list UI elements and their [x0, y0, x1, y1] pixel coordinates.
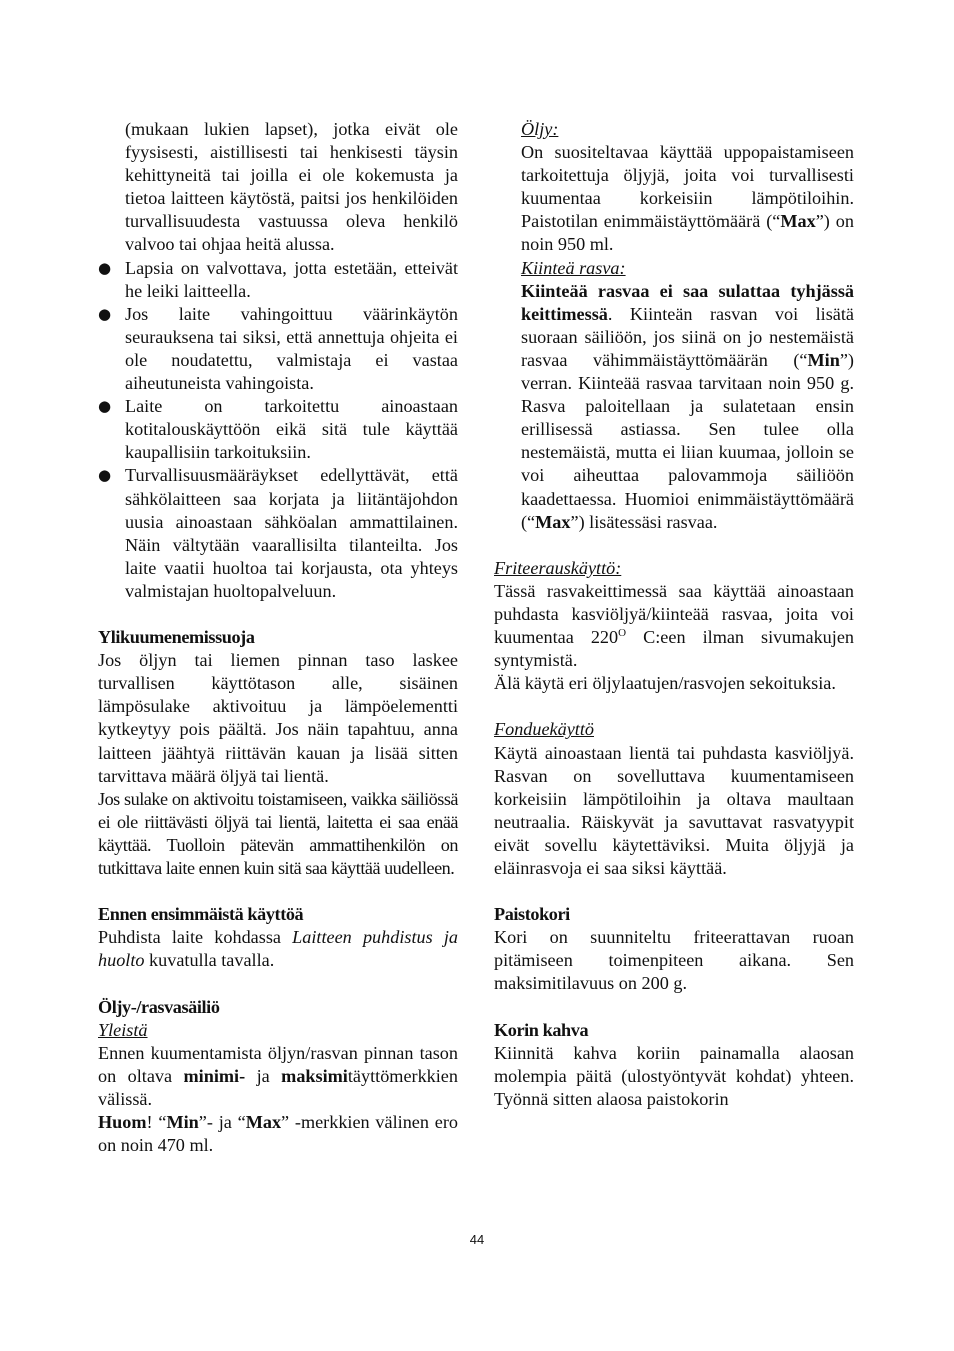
- first-use-paragraph: Puhdista laite kohdassa Laitteen puhdistus ja huolto kuvatulla tavalla.: [98, 927, 459, 971]
- handle-paragraph: Kiinnitä kahva koriin painamalla alaosan molempia päitä (ulostyöntyvät kohdat) yhteen. Työnnä sitten alaosa paistokorin: [494, 1042, 854, 1109]
- subheading-oil: Öljy:: [521, 119, 559, 139]
- bullet-item: ● Laite on tarkoitettu ainoastaan kotitalouskäyttöön eikä sitä tule käyttää kaupallisiin tarkoituksiin.: [98, 395, 458, 464]
- oil-fat-block: [494, 118, 854, 534]
- page-number: 44: [469, 1232, 485, 1247]
- frying-paragraph: Älä käytä eri öljylaatujen/rasvojen sekoituksia.: [494, 673, 836, 694]
- overheat-paragraph: Jos öljyn tai liemen pinnan taso laskee turvallisen käyttötason alle, sisäinen lämpösulake aktivoituu ja lämpöelementti kytkeytyy pois päältä. Jos näin tapahtuu, anna laitteen jäähtyä riittävän kauan ja lisää sitten tarvittava määrä öljyä tai lientä.: [98, 650, 458, 786]
- section-heading-overheat: Ylikuumenemissuoja: [98, 627, 255, 648]
- section-heading-first-use: Ennen ensimmäistä käyttöä: [98, 904, 304, 925]
- tank-note: Huom! “Min”- ja “Max” -merkkien välinen ero on noin 470 ml.: [98, 1112, 458, 1156]
- solid-fat-paragraph: Kiinteää rasvaa ei saa sulattaa tyhjässä keittimessä. Kiinteän rasvan voi lisätä suoraan säiliöön, jos siinä on jo nestemäistä rasvaa vähimmäistäyttömäärän (“Min”) verran. Kiinteää rasvaa tarvitaan noin 950 g. Rasva paloitellaan ja sulatetaan ensin erillisessä astiassa. Sen tulee olla nestemäistä, mutta ei liian kuumaa, jolloin se voi aiheuttaa palovammoja säiliöön kaadettaessa. Huomioi enimmäistäyttömäärä (“Max”) lisätessäsi rasvaa.: [521, 280, 854, 532]
- section-heading-tank: Öljy-/rasvasäiliö: [98, 996, 220, 1017]
- basket-paragraph: Kori on suunniteltu friteerattavan ruoan pitämiseen toimenpiteen aikana. Sen maksimitilavuus on 200 g.: [494, 927, 854, 994]
- oil-paragraph: On suositeltavaa käyttää uppopaistamiseen tarkoitettuja öljyjä, joita voi turvallisesti kuumentaa korkeisiin lämpötiloihin. Paistotilan enimmäistäyttömäärä (“Max”) on noin 950 ml.: [521, 142, 854, 255]
- section-heading-basket: Paistokori: [494, 904, 570, 925]
- left-column: [98, 118, 458, 1157]
- fondue-paragraph: Käytä ainoastaan lientä tai puhdasta kasviöljyä. Rasvan on sovelluttava kuumentamiseen korkeisiin lämpötiloihin ja oltava maultaan neutraalia. Räiskyvät ja savuttavat rasvatyypit eivät sovellu käytettäviksi. Muita öljyjä ja eläinrasvoja ei saa siksi käyttää.: [494, 742, 854, 878]
- spacer: [494, 534, 854, 557]
- bullet-item: ● Jos laite vahingoittuu väärinkäytön seurauksena tai siksi, että annettuja ohjeita ei ole noudatettu, valmistaja ei vastaa aiheutuneista vahingoista.: [98, 303, 458, 395]
- right-column: [494, 118, 854, 1111]
- subheading-frying: Friteerauskäyttö:: [494, 557, 622, 578]
- subheading-fondue: Fonduekäyttö: [494, 719, 594, 740]
- section-heading-handle: Korin kahva: [494, 1019, 589, 1040]
- frying-paragraph: Tässä rasvakeittimessä saa käyttää ainoastaan puhdasta kasviöljyä/kiinteää rasvaa, joita voi kuumentaa $220^O$ C:een ilman sivumakujen syntymistä.: [494, 580, 854, 671]
- bullet-item: ● Turvallisuusmääräykset edellyttävät, että sähkölaitteen saa korjata ja liitäntäjohdon uusia ainoastaan sähköalan ammattilainen. Näin vältytään vaarallisilta tilanteilta. Jos laite vaatii huoltoa tai korjausta, ota yhteys valmistajan huoltopalveluun.: [98, 464, 458, 603]
- bullet-item: ● Lapsia on valvottava, jotta estetään, etteivät he leiki laitteella.: [98, 257, 458, 303]
- subheading-general: Yleistä: [98, 1019, 148, 1040]
- overheat-paragraph: Jos sulake on aktivoitu toistamiseen, vaikka säiliössä ei ole riittävästi öljyä tai lientä, laitetta ei saa enää käyttää. Tuolloin pätevän ammattihenkilön on tutkittava laite ennen kuin sitä saa käyttää uudelleen.: [98, 788, 458, 878]
- spacer: [494, 695, 854, 718]
- subheading-solid-fat: Kiinteä rasva:: [521, 257, 626, 278]
- intro-continued: (mukaan lukien lapset), jotka eivät ole fyysisesti, aistillisesti tai henkisesti täysin kehittyneitä tai joilla ei ole kokemusta ja tietoa laitteen käytöstä, paitsi jos henkilöiden turvallisuudesta vastuussa oleva henkilö valvoo tai ohjaa heitä alussa.: [125, 119, 458, 255]
- tank-paragraph: Ennen kuumentamista öljyn/rasvan pinnan tason on oltava minimi- ja maksimitäyttömerkkien välissä.: [98, 1042, 458, 1109]
